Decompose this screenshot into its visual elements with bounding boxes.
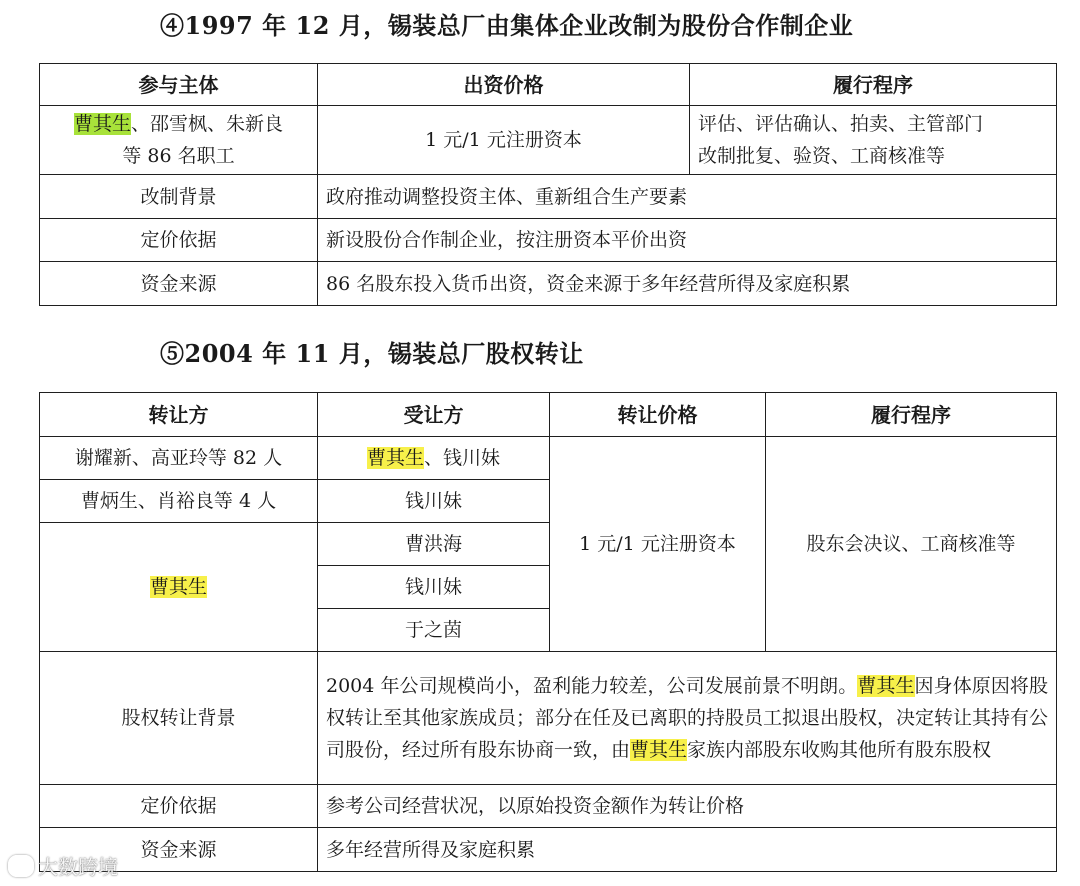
transferee-cell: 曹其生、钱川妹 bbox=[318, 437, 550, 480]
table-row bbox=[40, 785, 1057, 828]
price-cell: 1 元/1 元注册资本 bbox=[318, 106, 690, 175]
row-label: 股权转让背景 bbox=[40, 652, 318, 785]
header-transferee: 受让方 bbox=[318, 393, 550, 437]
table-row bbox=[40, 437, 1057, 480]
header-procedure: 履行程序 bbox=[690, 64, 1057, 106]
table-row bbox=[40, 652, 1057, 785]
section2-title: ⑤2004 年 11 月，锡装总厂股权转让 bbox=[160, 339, 584, 368]
row-label: 定价依据 bbox=[40, 219, 318, 262]
table-header-row bbox=[40, 393, 1057, 437]
transferor-cell: 谢耀新、高亚玲等 82 人 bbox=[40, 437, 318, 480]
equity-transfer-table bbox=[39, 392, 1057, 872]
highlighted-name: 曹其生 bbox=[73, 113, 131, 135]
transferee-cell: 钱川妹 bbox=[318, 566, 550, 609]
row-value: 参考公司经营状况，以原始投资金额作为转让价格 bbox=[318, 785, 1057, 828]
transferor-cell bbox=[40, 523, 318, 652]
row-label: 定价依据 bbox=[40, 785, 318, 828]
highlighted-name: 曹其生 bbox=[366, 447, 424, 469]
header-procedure: 履行程序 bbox=[766, 393, 1057, 437]
highlighted-name: 曹其生 bbox=[630, 739, 688, 761]
table-header-row bbox=[40, 64, 1057, 106]
transfer-price-cell: 1 元/1 元注册资本 bbox=[550, 437, 766, 652]
restructuring-table bbox=[39, 63, 1057, 306]
watermark: 大数跨境 bbox=[8, 851, 118, 880]
row-label: 资金来源 bbox=[40, 262, 318, 306]
participant-cell: 曹其生、邵雪枫、朱新良 等 86 名职工 bbox=[40, 106, 318, 175]
section1-title: ④1997 年 12 月，锡装总厂由集体企业改制为股份合作制企业 bbox=[160, 11, 854, 40]
row-value: 多年经营所得及家庭积累 bbox=[318, 828, 1057, 872]
transferee-cell: 曹洪海 bbox=[318, 523, 550, 566]
table-row bbox=[40, 262, 1057, 306]
table-row bbox=[40, 219, 1057, 262]
row-value: 政府推动调整投资主体、重新组合生产要素 bbox=[318, 175, 1057, 219]
header-transferor: 转让方 bbox=[40, 393, 318, 437]
header-participant: 参与主体 bbox=[40, 64, 318, 106]
header-transfer-price: 转让价格 bbox=[550, 393, 766, 437]
table-row bbox=[40, 106, 1057, 175]
chat-bubble-icon bbox=[8, 855, 34, 877]
table-row bbox=[40, 175, 1057, 219]
procedure-cell: 评估、评估确认、拍卖、主管部门 改制批复、验资、工商核准等 bbox=[690, 106, 1057, 175]
header-price: 出资价格 bbox=[318, 64, 690, 106]
row-value: 86 名股东投入货币出资，资金来源于多年经营所得及家庭积累 bbox=[318, 262, 1057, 306]
background-text: 2004 年公司规模尚小，盈利能力较差，公司发展前景不明朗。曹其生因身体原因将股权转让至其他家族成员；部分在任及已离职的持股员工拟退出股权，决定转让其持有公司股份，经过所有股东协商一致，由曹其生家族内部股东收购其他所有股东股权 bbox=[318, 652, 1057, 785]
row-label: 改制背景 bbox=[40, 175, 318, 219]
transferor-cell: 曹炳生、肖裕良等 4 人 bbox=[40, 480, 318, 523]
row-value: 新设股份合作制企业，按注册资本平价出资 bbox=[318, 219, 1057, 262]
transferee-cell: 于之茵 bbox=[318, 609, 550, 652]
transferee-cell: 钱川妹 bbox=[318, 480, 550, 523]
highlighted-name: 曹其生 bbox=[149, 576, 207, 598]
highlighted-name: 曹其生 bbox=[857, 675, 915, 697]
row-label: 资金来源 bbox=[40, 828, 318, 872]
procedure-cell: 股东会决议、工商核准等 bbox=[766, 437, 1057, 652]
table-row bbox=[40, 828, 1057, 872]
